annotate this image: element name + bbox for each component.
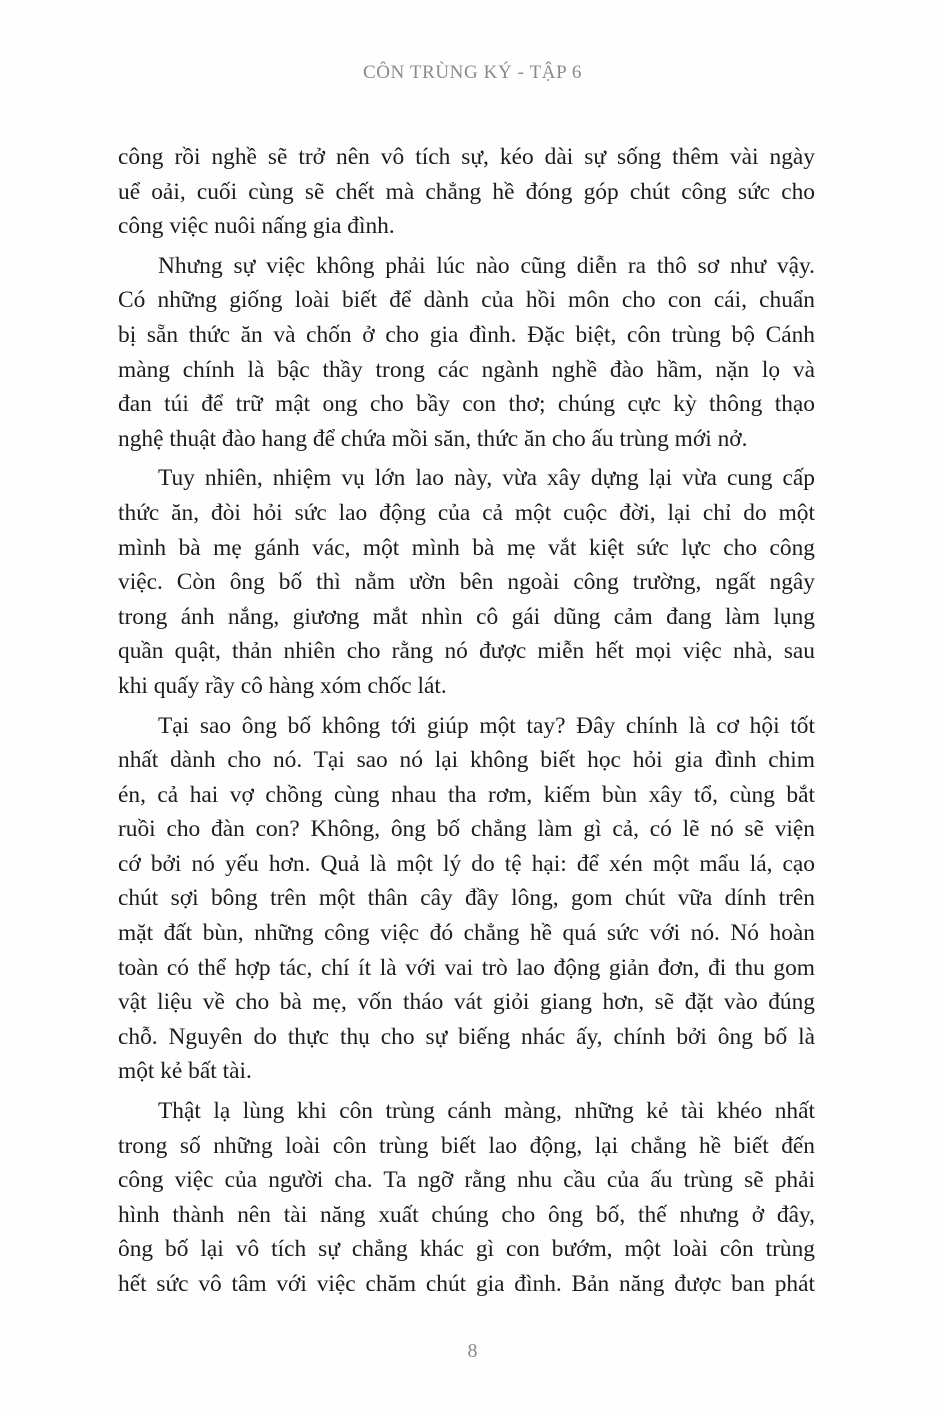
text-line: màng chính là bậc thầy trong các ngành nghề đào hầm, nặn lọ và <box>118 356 815 383</box>
text-line: trong số những loài côn trùng biết lao động, lại chẳng hề biết đến <box>118 1132 815 1159</box>
text-line: uể oải, cuối cùng sẽ chết mà chẳng hề đóng góp chút công sức cho <box>118 178 815 205</box>
text-line: công việc của người cha. Ta ngỡ rằng nhu cầu của ấu trùng sẽ phải <box>118 1167 815 1194</box>
text-line: công việc nuôi nấng gia đình. <box>118 213 395 240</box>
text-line: ruồi cho đàn con? Không, ông bố chẳng làm gì cả, có lẽ nó sẽ viện <box>118 816 815 843</box>
text-line: khi quấy rầy cô hàng xóm chốc lát. <box>118 672 447 699</box>
text-line: mặt đất bùn, những công việc đó chẳng hề quá sức với nó. Nó hoàn <box>118 920 815 947</box>
text-line: nhất dành cho nó. Tại sao nó lại không biết học hỏi gia đình chim <box>118 747 815 774</box>
text-line: hình thành nên tài năng xuất chúng cho ông bố, thế nhưng ở đây, <box>118 1201 815 1228</box>
paragraph <box>118 709 815 1090</box>
running-head: CÔN TRÙNG KÝ - TẬP 6 <box>362 62 583 83</box>
text-line: Nhưng sự việc không phải lúc nào cũng diễn ra thô sơ như vậy. <box>158 252 815 279</box>
text-line: quần quật, thản nhiên cho rằng nó được miễn hết mọi việc nhà, sau <box>118 638 815 665</box>
text-line: bị sẵn thức ăn và chốn ở cho gia đình. Đặc biệt, côn trùng bộ Cánh <box>118 321 815 348</box>
text-line: én, cả hai vợ chồng cùng nhau tha rơm, kiếm bùn xây tổ, cùng bắt <box>118 781 815 808</box>
body-text <box>118 140 815 1307</box>
text-line: trong ánh nắng, giương mắt nhìn cô gái dũng cảm đang làm lụng <box>118 603 815 630</box>
text-line: chỗ. Nguyên do thực thụ cho sự biếng nhác ấy, chính bởi ông bố là <box>118 1023 815 1050</box>
text-line: ông bố lại vô tích sự chẳng khác gì con bướm, một loài côn trùng <box>118 1236 815 1263</box>
text-line: công rồi nghề sẽ trở nên vô tích sự, kéo dài sự sống thêm vài ngày <box>118 144 815 170</box>
text-line: việc. Còn ông bố thì nằm ườn bên ngoài công trường, ngất ngây <box>118 569 815 596</box>
text-line: thức ăn, đòi hỏi sức lao động của cả một cuộc đời, lại chỉ do một <box>118 499 815 526</box>
text-line: Tại sao ông bố không tới giúp một tay? Đây chính là cơ hội tốt <box>158 712 815 739</box>
text-line: đan túi để trữ mật ong cho bầy con thơ; chúng cực kỳ thông thạo <box>118 391 815 418</box>
page-number: 8 <box>467 1340 478 1362</box>
text-line: toàn có thể hợp tác, chí ít là với vai trò lao động giản đơn, đi thu gom <box>118 954 815 981</box>
text-line: Có những giống loài biết để dành của hồi môn cho con cái, chuẩn <box>118 287 815 314</box>
text-line: một kẻ bất tài. <box>118 1058 252 1085</box>
text-line: Tuy nhiên, nhiệm vụ lớn lao này, vừa xây dựng lại vừa cung cấp <box>158 465 815 492</box>
text-line: vật liệu về cho bà mẹ, vốn tháo vát giỏi giang hơn, sẽ đặt vào đúng <box>118 989 815 1016</box>
text-line: cớ bởi nó yếu hơn. Quả là một lý do tệ hại: để xén một mẩu lá, cạo <box>118 850 815 877</box>
paragraph <box>118 140 815 244</box>
paragraph <box>118 461 815 703</box>
paragraph <box>118 249 815 457</box>
text-line: Thật lạ lùng khi côn trùng cánh màng, những kẻ tài khéo nhất <box>158 1098 815 1125</box>
paragraph <box>118 1094 815 1302</box>
text-line: mình bà mẹ gánh vác, một mình bà mẹ vắt kiệt sức lực cho công <box>118 534 815 561</box>
text-line: hết sức vô tâm với việc chăm chút gia đình. Bản năng được ban phát <box>118 1271 815 1297</box>
text-line: nghệ thuật đào hang để chứa mồi săn, thức ăn cho ấu trùng mới nở. <box>118 425 748 452</box>
text-line: chút sợi bông trên một thân cây đầy lông, gom chút vữa dính trên <box>118 885 815 912</box>
